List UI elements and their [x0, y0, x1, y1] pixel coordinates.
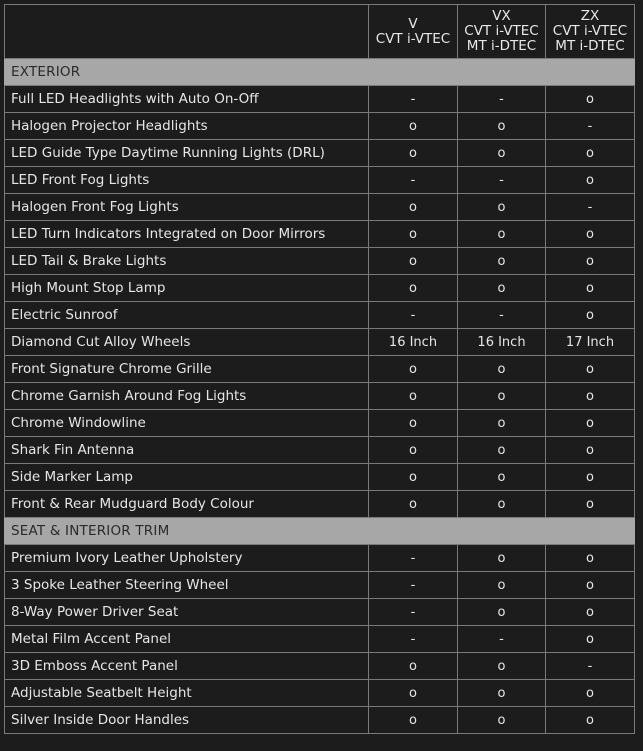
table-row: [5, 194, 635, 221]
value-v: -: [369, 302, 458, 329]
variant-header-zx: [546, 5, 635, 59]
value-v: o: [369, 275, 458, 302]
feature-name: High Mount Stop Lamp: [5, 275, 369, 302]
value-vx: o: [458, 383, 546, 410]
variant-engine: CVT i-VTEC: [464, 23, 539, 39]
table-row: [5, 464, 635, 491]
variant-name: V: [408, 15, 418, 32]
value-zx: 17 Inch: [546, 329, 635, 356]
value-zx: o: [546, 626, 635, 653]
value-v: o: [369, 464, 458, 491]
value-zx: o: [546, 707, 635, 734]
table-row: [5, 491, 635, 518]
value-v: o: [369, 248, 458, 275]
table-row: [5, 437, 635, 464]
value-vx: o: [458, 410, 546, 437]
feature-name: Halogen Projector Headlights: [5, 113, 369, 140]
feature-name: Chrome Garnish Around Fog Lights: [5, 383, 369, 410]
variant-name: VX: [492, 8, 511, 24]
value-v: o: [369, 491, 458, 518]
table-row: [5, 653, 635, 680]
table-row: [5, 86, 635, 113]
value-v: -: [369, 572, 458, 599]
table-row: [5, 572, 635, 599]
feature-name: 3 Spoke Leather Steering Wheel: [5, 572, 369, 599]
table-row: [5, 167, 635, 194]
value-vx: -: [458, 86, 546, 113]
table-row: [5, 680, 635, 707]
feature-name: LED Guide Type Daytime Running Lights (DRL): [5, 140, 369, 167]
value-vx: -: [458, 302, 546, 329]
value-vx: o: [458, 545, 546, 572]
value-vx: -: [458, 626, 546, 653]
feature-name: Shark Fin Antenna: [5, 437, 369, 464]
table-row: [5, 275, 635, 302]
value-zx: o: [546, 464, 635, 491]
table-row: [5, 113, 635, 140]
value-v: -: [369, 599, 458, 626]
value-vx: o: [458, 194, 546, 221]
value-zx: o: [546, 545, 635, 572]
table-row: [5, 599, 635, 626]
feature-name: LED Front Fog Lights: [5, 167, 369, 194]
value-vx: o: [458, 275, 546, 302]
table-row: [5, 302, 635, 329]
value-v: o: [369, 410, 458, 437]
value-zx: o: [546, 437, 635, 464]
table-row: [5, 140, 635, 167]
value-v: o: [369, 707, 458, 734]
value-v: o: [369, 653, 458, 680]
feature-name: Chrome Windowline: [5, 410, 369, 437]
value-v: o: [369, 221, 458, 248]
value-vx: 16 Inch: [458, 329, 546, 356]
table-row: [5, 707, 635, 734]
section-title: EXTERIOR: [5, 59, 635, 86]
feature-header-cell: [5, 5, 369, 59]
feature-name: 3D Emboss Accent Panel: [5, 653, 369, 680]
value-v: o: [369, 437, 458, 464]
feature-name: Silver Inside Door Handles: [5, 707, 369, 734]
table-row: [5, 248, 635, 275]
table-row: [5, 383, 635, 410]
specification-table: [4, 4, 635, 734]
value-vx: o: [458, 248, 546, 275]
feature-name: Side Marker Lamp: [5, 464, 369, 491]
value-v: o: [369, 194, 458, 221]
value-vx: o: [458, 653, 546, 680]
value-vx: o: [458, 464, 546, 491]
value-v: -: [369, 626, 458, 653]
feature-name: Front Signature Chrome Grille: [5, 356, 369, 383]
table-row: [5, 356, 635, 383]
variant-header-v: [369, 5, 458, 59]
spec-table-container: [4, 4, 634, 734]
section-title: SEAT & INTERIOR TRIM: [5, 518, 635, 545]
value-zx: o: [546, 680, 635, 707]
value-zx: o: [546, 248, 635, 275]
value-v: -: [369, 545, 458, 572]
value-v: -: [369, 86, 458, 113]
value-vx: o: [458, 680, 546, 707]
variant-engine: CVT i-VTEC: [552, 23, 628, 39]
value-vx: o: [458, 221, 546, 248]
value-zx: o: [546, 221, 635, 248]
feature-name: LED Tail & Brake Lights: [5, 248, 369, 275]
feature-name: Electric Sunroof: [5, 302, 369, 329]
value-vx: o: [458, 437, 546, 464]
section-header-row: [5, 59, 635, 86]
feature-name: Full LED Headlights with Auto On-Off: [5, 86, 369, 113]
value-zx: o: [546, 302, 635, 329]
value-vx: o: [458, 113, 546, 140]
value-zx: o: [546, 491, 635, 518]
feature-name: Premium Ivory Leather Upholstery: [5, 545, 369, 572]
value-v: 16 Inch: [369, 329, 458, 356]
feature-name: LED Turn Indicators Integrated on Door Mirrors: [5, 221, 369, 248]
value-zx: o: [546, 167, 635, 194]
value-zx: o: [546, 86, 635, 113]
value-v: o: [369, 680, 458, 707]
value-zx: o: [546, 275, 635, 302]
value-zx: o: [546, 383, 635, 410]
value-vx: -: [458, 167, 546, 194]
feature-name: Adjustable Seatbelt Height: [5, 680, 369, 707]
value-zx: -: [546, 194, 635, 221]
table-row: [5, 329, 635, 356]
value-v: -: [369, 167, 458, 194]
value-zx: -: [546, 653, 635, 680]
table-row: [5, 410, 635, 437]
value-vx: o: [458, 491, 546, 518]
value-zx: -: [546, 113, 635, 140]
value-v: o: [369, 383, 458, 410]
value-vx: o: [458, 707, 546, 734]
table-row: [5, 626, 635, 653]
value-zx: o: [546, 140, 635, 167]
value-v: o: [369, 113, 458, 140]
feature-name: Metal Film Accent Panel: [5, 626, 369, 653]
value-vx: o: [458, 599, 546, 626]
value-vx: o: [458, 140, 546, 167]
variant-name: ZX: [580, 8, 600, 24]
feature-name: Diamond Cut Alloy Wheels: [5, 329, 369, 356]
value-zx: o: [546, 410, 635, 437]
variant-header-row: [5, 5, 635, 59]
value-vx: o: [458, 356, 546, 383]
table-row: [5, 221, 635, 248]
variant-engine: CVT i-VTEC: [375, 30, 451, 47]
feature-name: Front & Rear Mudguard Body Colour: [5, 491, 369, 518]
feature-name: Halogen Front Fog Lights: [5, 194, 369, 221]
table-row: [5, 545, 635, 572]
value-zx: o: [546, 356, 635, 383]
value-v: o: [369, 356, 458, 383]
variant-header-vx: [458, 5, 546, 59]
variant-engine: MT i-DTEC: [555, 38, 625, 54]
value-v: o: [369, 140, 458, 167]
feature-name: 8-Way Power Driver Seat: [5, 599, 369, 626]
section-header-row: [5, 518, 635, 545]
variant-engine: MT i-DTEC: [466, 38, 537, 54]
value-zx: o: [546, 572, 635, 599]
value-vx: o: [458, 572, 546, 599]
value-zx: o: [546, 599, 635, 626]
